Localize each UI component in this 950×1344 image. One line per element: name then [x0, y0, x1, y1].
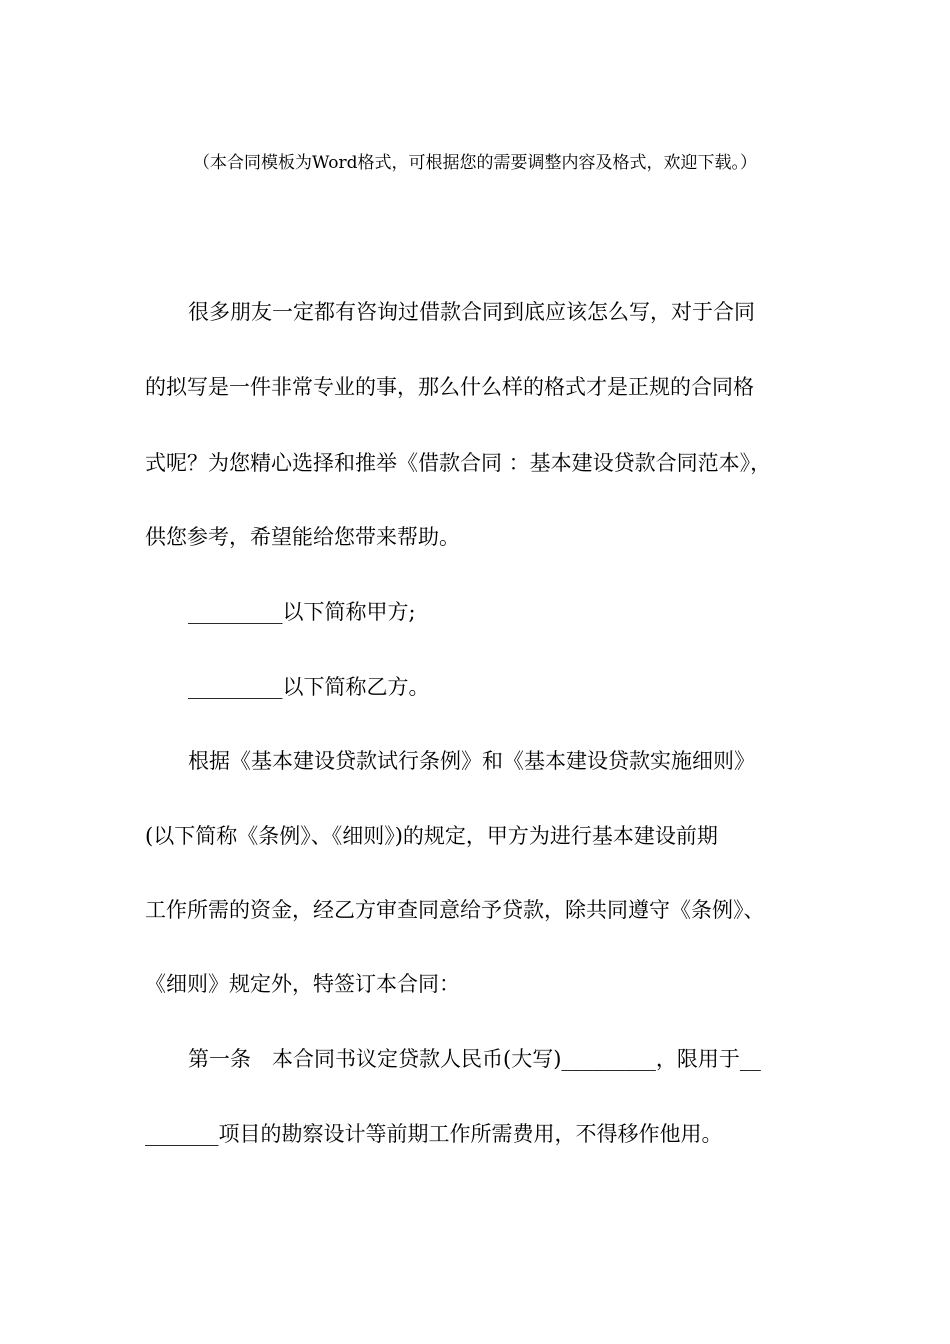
- project-blank-end: _______: [145, 1122, 219, 1146]
- article-1-prefix: 第一条 本合同书议定贷款人民币(大写): [188, 1047, 562, 1071]
- intro-line-1: 很多朋友一定都有咨询过借款合同到底应该怎么写，对于合同: [188, 300, 755, 324]
- party-a-text: 以下简称甲方;: [282, 600, 416, 624]
- article-1-middle: ，限用于: [655, 1047, 740, 1071]
- intro-line-3: 式呢？为您精心选择和推举《借款合同 ：基本建设贷款合同范本》，: [145, 451, 772, 475]
- basis-line-4: 《细则》规定外，特签订本合同：: [145, 972, 460, 996]
- intro-line-2: 的拟写是一件非常专业的事，那么什么样的格式才是正规的合同格: [145, 375, 754, 399]
- article-1-line-1: [188, 1044, 761, 1074]
- article-1-text: 项目的勘察设计等前期工作所需费用，不得移作他用。: [218, 1122, 723, 1146]
- article-1-line-2: [145, 1119, 723, 1149]
- party-b-line: [188, 672, 430, 702]
- party-b-text: 以下简称乙方。: [282, 675, 430, 699]
- party-a-line: [188, 597, 416, 627]
- basis-line-2: (以下简称《条例》、《细则》)的规定，甲方为进行基本建设前期: [145, 824, 718, 848]
- project-blank-start: __: [739, 1047, 761, 1071]
- basis-line-3: 工作所需的资金，经乙方审查同意给予贷款，除共同遵守《条例》、: [145, 898, 765, 922]
- party-a-blank: _________: [188, 600, 283, 624]
- template-note: （本合同模板为Word格式，可根据您的需要调整内容及格式，欢迎下载。）: [192, 153, 758, 173]
- basis-line-1: 根据《基本建设贷款试行条例》和《基本建设贷款实施细则》: [188, 749, 755, 773]
- intro-line-4: 供您参考，希望能给您带来帮助。: [145, 525, 460, 549]
- loan-amount-blank: _________: [561, 1047, 656, 1071]
- party-b-blank: _________: [188, 675, 283, 699]
